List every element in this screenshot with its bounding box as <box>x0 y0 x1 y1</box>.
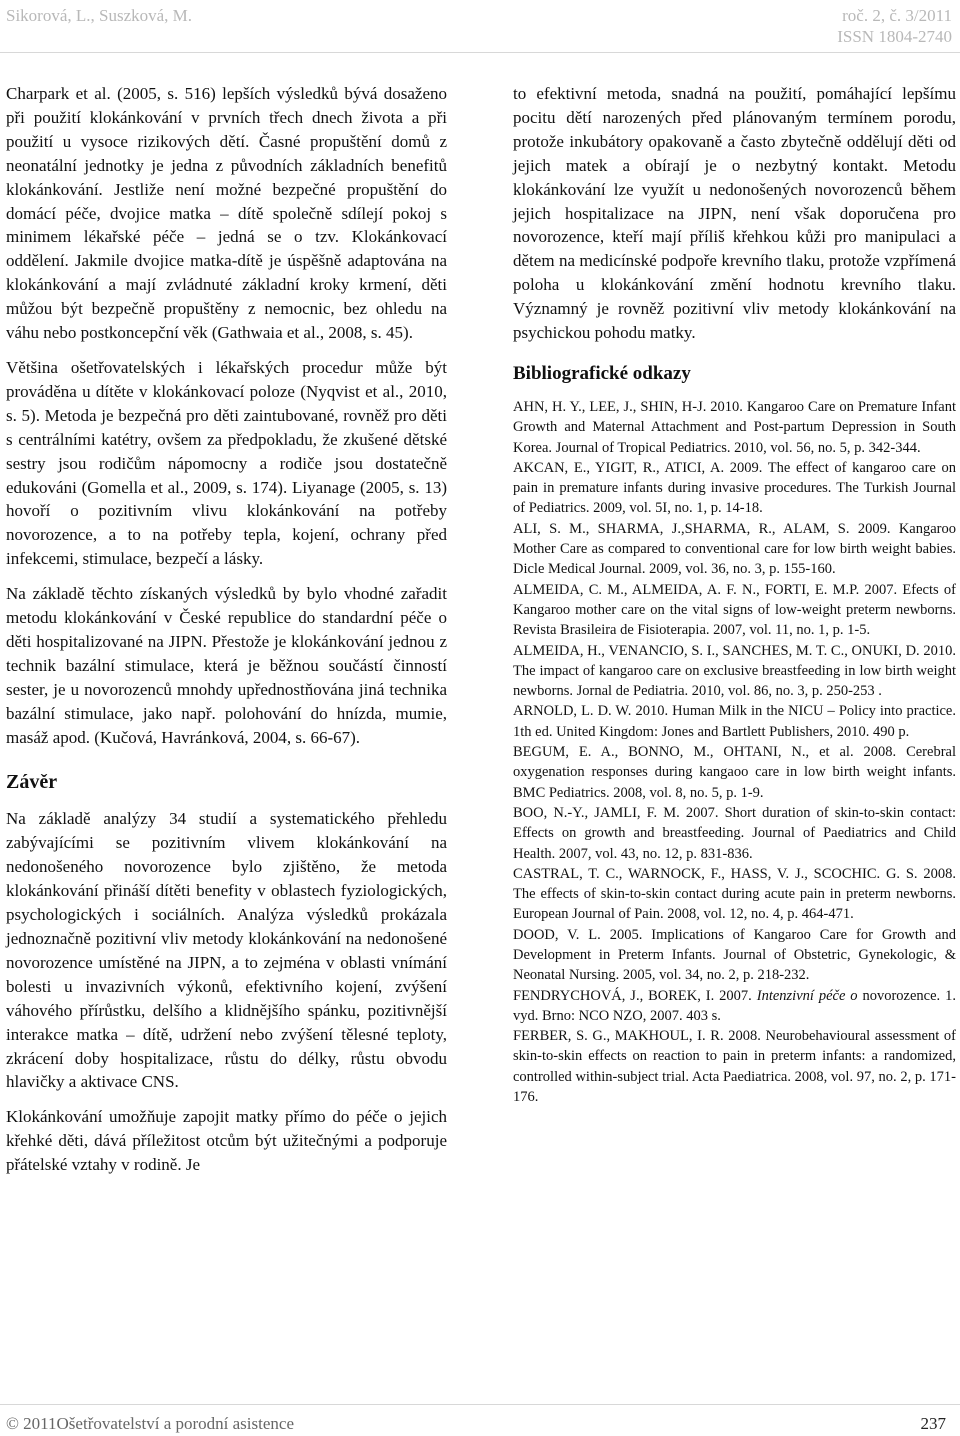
reference-item: ALI, S. M., SHARMA, J.,SHARMA, R., ALAM, S. 2009. Kangaroo Mother Care as compared to conventional care for low birth weight babies. Dicle Medical Journal. 2009, vol. 36, no. 3, p. 155-160. <box>513 520 956 578</box>
reference-item: ARNOLD, L. D. W. 2010. Human Milk in the NICU – Policy into practice. 1th ed. United Kingdom: Jones and Bartlett Publishers, 2010. 490 p. <box>513 703 956 740</box>
reference-item: BOO, N.-Y., JAMLI, F. M. 2007. Short duration of skin-to-skin contact: Effects on growth and breastfeeding. Journal of Paediatrics and Child Health. 2007, vol. 43, no. 12, p. 831-836. <box>513 804 956 862</box>
header-authors: Sikorová, L., Suszková, M. <box>6 6 193 25</box>
reference-item: AHN, H. Y., LEE, J., SHIN, H-J. 2010. Kangaroo Care on Premature Infant Growth and Maternal Attachment and Post-partum Depression in South Korea. Journal of Tropical Pediatrics. 2010, vol. 56, no. 5, p. 342-344. <box>513 398 956 456</box>
header-divider <box>0 52 960 53</box>
section-title-conclusion: Závěr <box>6 771 58 794</box>
footer-divider <box>0 1404 960 1405</box>
footer-copyright: © 2011Ošetřovatelství a porodní asistence <box>6 1414 294 1433</box>
reference-item: AKCAN, E., YIGIT, R., ATICI, A. 2009. The effect of kangaroo care on pain in premature infants during invasive procedures. The Turkish Journal of Pediatrics. 2009, vol. 5I, no. 1, p. 14-18. <box>513 459 956 517</box>
conclusion-paragraph: Na základě analýzy 34 studií a systematického přehledu zabývajícími se pozitivním vlivem klokánkování na nedonošeného novorozence bylo zjištěno, že metoda klokánkování přináší dítěti benefity v oblastech fyziologických, psychologických i sociálních. Analýza výsledků prokázala jednoznačně pozitivní vliv metody klokánkování na nedonošené novorozence umístěné na JIPN, a to zejména v oblasti vnímání bolesti u invazivních výkonů, efektivního kojení, zvýšení váhového přírůstku, delšího a klidnějšího spánku, pozitivnější interakce matka – dítě, udržení nebo zvýšení tělesné teploty, zkrácení doby hospitalizace, růstu do délky, růstu obvodu hlavičky a aktivace CNS. <box>6 809 447 1092</box>
reference-item: BEGUM, E. A., BONNO, M., OHTANI, N., et al. 2008. Cerebral oxygenation responses during kangaoo care in low birth weight infants. BMC Pediatrics. 2008, vol. 8, no. 5, p. 1-9. <box>513 744 956 801</box>
reference-item: ALMEIDA, C. M., ALMEIDA, A. F. N., FORTI, E. M.P. 2007. Efects of Kangaroo mother care on the vital signs of low-weight preterm newborns. Revista Brasileira de Fisioterapia. 2007, vol. 11, no. 1, p. 1-5. <box>513 581 956 639</box>
right-column <box>513 82 956 1107</box>
body-paragraph: Charpark et al. (2005, s. 516) lepších výsledků bývá dosaženo při použití klokánkování v prvních třech dnech života a při použití u vysoce rizikových dětí. Časné propuštění domů z neonatální jednotky je jedna z původních základních benefitů klokánkování. Jestliže není možné bezpečné propuštění do domácí péče, dvojice matka – dítě společně sdílejí pokoj s minimem lékařské péče – jedná se o tzv. Klokánkovací oddělení. Jakmile dvojice matka-dítě je úspěšně adaptována na klokánkování a mají zvládnuté základní kroky krmení, děti můžou být bezpečně propuštěny z nemocnic, bez ohledu na váhu nebo postkoncepční věk (Gathwaia et al., 2008, s. 45). <box>6 84 447 343</box>
left-column <box>6 82 447 1188</box>
reference-item: CASTRAL, T. C., WARNOCK, F., HASS, V. J., SCOCHIC. G. S. 2008. The effects of skin-to-skin contact during acute pain in preterm newborns. European Journal of Pain. 2008, vol. 12, no. 4, p. 464-471. <box>513 865 956 923</box>
reference-text: novorozence. 1. vyd. Brno: NCO NZO, 2007. 403 s. <box>513 987 956 1024</box>
page-number: 237 <box>920 1414 946 1433</box>
header-issue: roč. 2, č. 3/2011 <box>842 6 952 25</box>
reference-item: ALMEIDA, H., VENANCIO, S. I., SANCHES, M. T. C., ONUKI, D. 2010. The impact of kangaroo care on exclusive breastfeeding in low birth weight newborns. Jornal de Pediatria. 2010, vol. 86, no. 3, p. 250-253 . <box>513 642 956 700</box>
section-title-bibliography: Bibliografické odkazy <box>513 362 691 384</box>
reference-item: DOOD, V. L. 2005. Implications of Kangaroo Care for Growth and Development in Preterm Infants. Journal of Obstetric, Gynekologic, & Neonatal Nursing. 2005, vol. 34, no. 2, p. 218-232. <box>513 926 956 984</box>
page-header <box>0 0 960 60</box>
reference-item: FERBER, S. G., MAKHOUL, I. R. 2008. Neurobehavioural assessment of skin-to-skin effects on reaction to pain in preterm infants: a randomized, controlled within-subject trial. Acta Paediatrica. 2008, vol. 97, no. 2, p. 171-176. <box>513 1028 956 1106</box>
conclusion-paragraph: Klokánkování umožňuje zapojit matky přímo do péče o jejich křehké děti, dává příležitost otcům být užitečnými a podporuje přátelské vztahy v rodině. Je <box>6 1107 447 1175</box>
body-paragraph: Většina ošetřovatelských i lékařských procedur může být prováděna u dítěte v klokánkovací poloze (Nyqvist et al., 2010, s. 5). Metoda je bezpečná pro děti zaintubované, rovněž pro děti s centrálními katétry, ovšem za předpokladu, že zkušené dětské sestry jsou rodičům nápomocny a rodiče jsou dostatečně edukováni (Gomella et al., 2009, s. 174). Liyanage (2005, s. 13) hovoří o pozitivním vlivu klokánkování na potřeby novorozence, a to na potřeby tepla, kojení, ochrany před infekcemi, stimulace, bezpečí a lásky. <box>6 357 447 569</box>
reference-item <box>513 986 956 1027</box>
reference-list <box>513 397 956 1107</box>
header-issn: ISSN 1804-2740 <box>837 27 952 46</box>
body-paragraph: Na základě těchto získaných výsledků by bylo vhodné zařadit metodu klokánkování v České republice do standardní péče o děti hospitalizované na JIPN. Přestože je klokánkování jednou z technik bazální stimulace, která je běžnou součástí činností sester, je u novorozenců mnohdy upřednostňována jiná technika bazální stimulace, jako např. polohování do hnízda, mumie, masáž apod. (Kučová, Havránková, 2004, s. 66-67). <box>6 584 447 747</box>
body-paragraph: to efektivní metoda, snadná na použití, pomáhající lepšímu pocitu dětí narozených před plánovaným termínem porodu, protože inkubátory opakovaně a často zbytečně oddělují děti od jejich matek a obírají je o nezbytný kontakt. Metodu klokánkování lze využít u nedonošených novorozenců během jejich hospitalizace na JIPN, není však doporučena pro novorozence, kteří mají příliš křehkou kůži pro manipulaci a dětem na medicínské podpoře krevního tlaku, protože vzpřímená poloha u klokánkování změní hodnotu krevního tlaku. Významný je rovněž pozitivní vliv metody klokánkování na psychickou pohodu matky. <box>513 84 956 343</box>
reference-title-italic: Intenzivní péče o <box>756 987 858 1004</box>
reference-text: FENDRYCHOVÁ, J., BOREK, I. 2007. <box>513 987 757 1004</box>
